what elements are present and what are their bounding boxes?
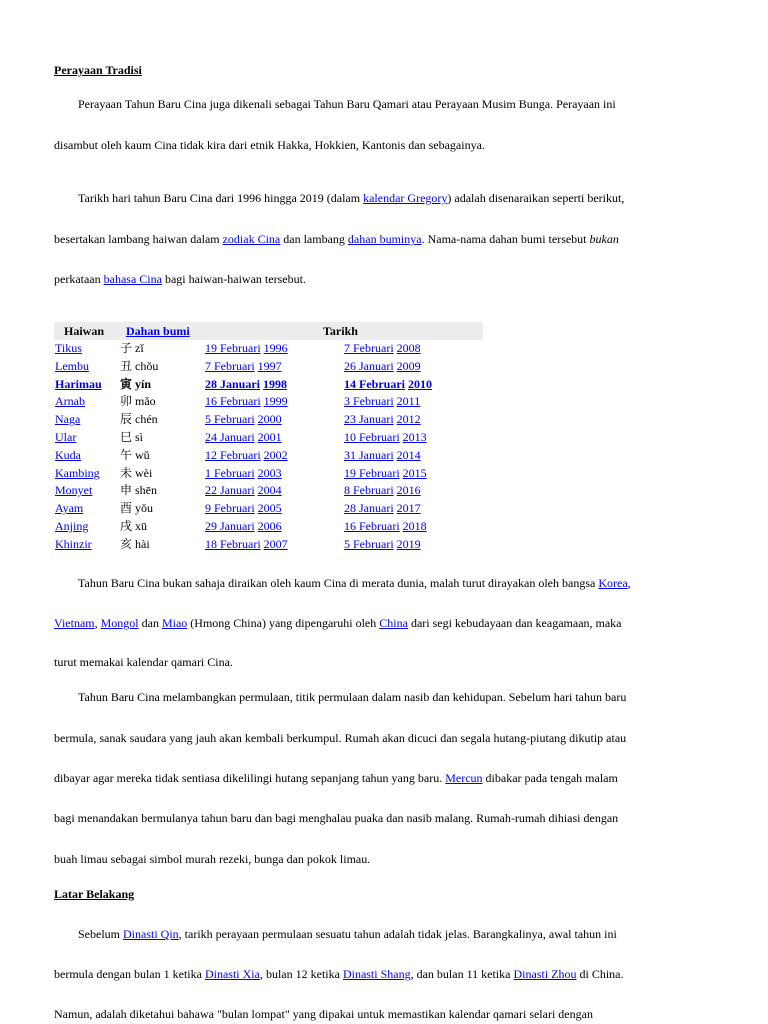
year-link[interactable]: 2009 xyxy=(396,358,421,373)
date-link[interactable]: 8 Februari xyxy=(344,483,394,498)
link-kalendar-gregory[interactable]: kalendar Gregory xyxy=(363,191,448,205)
date-link[interactable]: 1 Februari xyxy=(205,465,255,480)
text-segment: , xyxy=(627,576,631,590)
date-link[interactable]: 5 Februari xyxy=(344,536,394,551)
animal-link[interactable]: Kambing xyxy=(55,465,100,480)
earthly-branch: 卯 mǎo xyxy=(120,394,156,409)
paragraph-line: Tahun Baru Cina melambangkan permulaan, titik permulaan dalam nasib dan kehidupan. Sebelum hari tahun baru xyxy=(78,690,627,704)
text-segment: Sebelum xyxy=(78,927,123,941)
paragraph-line: bermula, sanak saudara yang jauh akan kembali berkumpul. Rumah akan dicuci dan segala hutang-piutang dikutip atau xyxy=(54,731,627,745)
table-row xyxy=(54,447,483,465)
year-link[interactable]: 2004 xyxy=(257,483,282,498)
date-2008-2019 xyxy=(344,536,421,554)
table-row xyxy=(54,358,483,376)
year-link[interactable]: 2005 xyxy=(257,501,282,516)
animal-link[interactable]: Kuda xyxy=(55,447,81,462)
heading-perayaan-tradisi: Perayaan Tradisi xyxy=(54,63,142,77)
link-mongol[interactable]: Mongol xyxy=(100,616,139,630)
text-segment: , tarikh perayaan permulaan sesuatu tahun adalah tidak jelas. Barangkalinya, awal tahun ini xyxy=(178,927,617,941)
earthly-branch: 午 wǔ xyxy=(120,447,150,462)
date-2008-2019 xyxy=(344,447,421,465)
link-dinasti-xia[interactable]: Dinasti Xia xyxy=(204,967,260,981)
animal-link[interactable]: Ayam xyxy=(55,501,84,516)
date-2008-2019 xyxy=(344,411,421,429)
paragraph-line xyxy=(54,771,618,786)
paragraph-line: disambut oleh kaum Cina tidak kira dari etnik Hakka, Hokkien, Kantonis dan sebagainya. xyxy=(54,138,485,152)
paragraph-line xyxy=(78,191,624,206)
date-link[interactable]: 12 Februari xyxy=(205,447,261,462)
year-link[interactable]: 2014 xyxy=(396,447,421,462)
date-1996-2007 xyxy=(205,465,282,483)
date-link[interactable]: 7 Februari xyxy=(205,358,255,373)
year-link[interactable]: 2007 xyxy=(263,536,288,551)
text-segment: di China. xyxy=(576,967,624,981)
date-1996-2007 xyxy=(205,447,288,465)
link-korea[interactable]: Korea xyxy=(598,576,628,590)
table-row xyxy=(54,340,483,358)
earthly-branch: 亥 hài xyxy=(120,536,150,551)
date-2008-2019 xyxy=(344,465,427,483)
table-row xyxy=(54,411,483,429)
date-link[interactable]: 23 Januari xyxy=(344,412,394,427)
earthly-branch: 巳 sì xyxy=(120,429,144,444)
link-dinasti-qin[interactable]: Dinasti Qin xyxy=(123,927,179,941)
date-link[interactable]: 22 Januari xyxy=(205,483,255,498)
date-1996-2007 xyxy=(205,376,287,394)
text-segment: besertakan lambang haiwan dalam xyxy=(54,232,223,246)
year-link[interactable]: 2016 xyxy=(396,483,421,498)
paragraph-line: turut memakai kalendar qamari Cina. xyxy=(54,655,233,669)
link-dahan-buminya[interactable]: dahan buminya xyxy=(347,232,422,246)
text-segment: (Hmong China) yang dipengaruhi oleh xyxy=(187,616,380,630)
date-link[interactable]: 26 Januari xyxy=(344,358,394,373)
animal-link[interactable]: Monyet xyxy=(55,483,93,498)
text-segment: bermula dengan bulan 1 ketika xyxy=(54,967,205,981)
animal-link[interactable]: Tikus xyxy=(55,341,82,355)
text-segment: dibayar agar mereka tidak sentiasa dikelilingi hutang sepanjang tahun yang baru. xyxy=(54,771,446,785)
paragraph-line xyxy=(54,232,619,247)
date-link[interactable]: 28 Januari xyxy=(205,376,261,391)
paragraph-line xyxy=(78,576,631,591)
date-link[interactable]: 5 Februari xyxy=(205,412,255,427)
heading-latar-belakang: Latar Belakang xyxy=(54,887,135,901)
table-row xyxy=(54,376,483,394)
year-link[interactable]: 2013 xyxy=(402,429,427,444)
header-haiwan: Haiwan xyxy=(64,324,105,338)
text-segment: dan xyxy=(138,616,162,630)
date-2008-2019 xyxy=(344,500,421,518)
date-1996-2007 xyxy=(205,411,282,429)
earthly-branch: 寅 yín xyxy=(120,376,152,391)
animal-link[interactable]: Khinzir xyxy=(55,536,92,551)
table-row xyxy=(54,393,483,411)
animal-link[interactable]: Ular xyxy=(55,429,77,444)
text-segment: dibakar pada tengah malam xyxy=(482,771,618,785)
paragraph-line xyxy=(54,616,622,631)
date-link[interactable]: 24 Januari xyxy=(205,429,255,444)
header-tarikh: Tarikh xyxy=(323,324,358,338)
year-link[interactable]: 1996 xyxy=(263,341,288,355)
paragraph-line: Perayaan Tahun Baru Cina juga dikenali sebagai Tahun Baru Qamari atau Perayaan Musim Bunga. Perayaan ini xyxy=(78,97,616,111)
header-dahan-bumi-link[interactable]: Dahan bumi xyxy=(126,324,190,338)
link-vietnam[interactable]: Vietnam xyxy=(54,616,95,630)
text-segment: Tarikh hari tahun Baru Cina dari 1996 hingga 2019 (dalam xyxy=(78,191,364,205)
table-row xyxy=(54,429,483,447)
year-link[interactable]: 2006 xyxy=(257,518,282,533)
link-miao[interactable]: Miao xyxy=(161,616,188,630)
animal-link[interactable]: Anjing xyxy=(55,518,89,533)
date-link[interactable]: 16 Februari xyxy=(344,518,400,533)
year-link[interactable]: 2003 xyxy=(257,465,282,480)
earthly-branch: 戌 xū xyxy=(120,518,148,533)
date-link[interactable]: 9 Februari xyxy=(205,501,255,516)
date-link[interactable]: 29 Januari xyxy=(205,518,255,533)
link-bahasa-cina[interactable]: bahasa Cina xyxy=(103,272,162,286)
table-row xyxy=(54,465,483,483)
year-link[interactable]: 1997 xyxy=(257,358,282,373)
date-1996-2007 xyxy=(205,340,288,358)
animal-link[interactable]: Arnab xyxy=(55,394,85,409)
table-row xyxy=(54,536,483,554)
date-link[interactable]: 14 Februari xyxy=(344,376,405,391)
date-link[interactable]: 19 Februari xyxy=(344,465,400,480)
date-2008-2019 xyxy=(344,340,421,358)
animal-link[interactable]: Harimau xyxy=(55,376,102,391)
paragraph-line xyxy=(54,967,623,982)
text-segment: dari segi kebudayaan dan keagamaan, maka xyxy=(407,616,622,630)
date-1996-2007 xyxy=(205,518,282,536)
date-link[interactable]: 18 Februari xyxy=(205,536,261,551)
earthly-branch: 子 zǐ xyxy=(120,341,144,355)
table-body xyxy=(54,340,483,554)
text-segment: ) adalah disenaraikan seperti berikut, xyxy=(447,191,625,205)
year-link[interactable]: 2000 xyxy=(257,412,282,427)
year-link[interactable]: 2002 xyxy=(263,447,288,462)
animal-link[interactable]: Lembu xyxy=(55,358,89,373)
date-2008-2019 xyxy=(344,429,427,447)
year-link[interactable]: 2018 xyxy=(402,518,427,533)
date-1996-2007 xyxy=(205,429,282,447)
date-2008-2019 xyxy=(344,518,427,536)
date-1996-2007 xyxy=(205,358,282,376)
date-link[interactable]: 10 Februari xyxy=(344,429,400,444)
paragraph-line: Namun, adalah diketahui bahawa "bulan lompat" yang dipakai untuk memastikan kalendar qamari selari dengan xyxy=(54,1007,593,1021)
text-segment: perkataan xyxy=(54,272,104,286)
year-link[interactable]: 2019 xyxy=(396,536,421,551)
paragraph-line: bagi menandakan bermulanya tahun baru dan bagi menghalau puaka dan nasib malang. Rumah-rumah dihiasi dengan xyxy=(54,811,619,825)
year-link[interactable]: 1998 xyxy=(263,376,288,391)
text-segment: , xyxy=(94,616,101,630)
year-link[interactable]: 2015 xyxy=(402,465,427,480)
table-row xyxy=(54,518,483,536)
text-segment: dan lambang xyxy=(280,232,348,246)
table-header-row xyxy=(54,322,483,340)
date-link[interactable]: 19 Februari xyxy=(205,341,261,355)
animal-link[interactable]: Naga xyxy=(55,412,81,427)
text-segment: . Nama-nama dahan bumi tersebut xyxy=(421,232,590,246)
date-link[interactable]: 28 Januari xyxy=(344,501,394,516)
new-year-table xyxy=(54,322,483,554)
year-link[interactable]: 2010 xyxy=(408,376,432,391)
date-1996-2007 xyxy=(205,536,288,554)
date-1996-2007 xyxy=(205,393,288,411)
date-2008-2019 xyxy=(344,376,432,394)
year-link[interactable]: 2001 xyxy=(257,429,282,444)
text-segment: , bulan 12 ketika xyxy=(259,967,343,981)
link-china[interactable]: China xyxy=(379,616,408,630)
year-link[interactable]: 2011 xyxy=(396,394,421,409)
paragraph-line: buah limau sebagai simbol murah rezeki, bunga dan pokok limau. xyxy=(54,852,371,866)
earthly-branch: 酉 yǒu xyxy=(120,501,154,516)
date-link[interactable]: 3 Februari xyxy=(344,394,394,409)
date-1996-2007 xyxy=(205,500,282,518)
text-segment: bagi haiwan-haiwan tersebut. xyxy=(161,272,306,286)
link-mercun[interactable]: Mercun xyxy=(445,771,483,785)
link-dinasti-zhou[interactable]: Dinasti Zhou xyxy=(513,967,577,981)
table-row xyxy=(54,500,483,518)
date-1996-2007 xyxy=(205,482,282,500)
date-link[interactable]: 7 Februari xyxy=(344,341,394,355)
link-zodiak-cina[interactable]: zodiak Cina xyxy=(222,232,281,246)
earthly-branch: 辰 chén xyxy=(120,412,158,427)
earthly-branch: 未 wèi xyxy=(120,465,153,480)
italic-bukan: bukan xyxy=(589,232,619,246)
year-link[interactable]: 2008 xyxy=(396,341,421,355)
earthly-branch: 丑 chǒu xyxy=(120,358,159,373)
table-row xyxy=(54,482,483,500)
paragraph-line xyxy=(78,927,617,942)
earthly-branch: 申 shēn xyxy=(120,483,157,498)
text-segment: , dan bulan 11 ketika xyxy=(410,967,514,981)
year-link[interactable]: 1999 xyxy=(263,394,288,409)
date-2008-2019 xyxy=(344,393,420,411)
date-2008-2019 xyxy=(344,482,421,500)
year-link[interactable]: 2017 xyxy=(396,501,421,516)
link-dinasti-shang[interactable]: Dinasti Shang xyxy=(342,967,411,981)
text-segment: Tahun Baru Cina bukan sahaja diraikan oleh kaum Cina di merata dunia, malah turut dirayakan oleh bangsa xyxy=(78,576,599,590)
date-link[interactable]: 16 Februari xyxy=(205,394,261,409)
date-link[interactable]: 31 Januari xyxy=(344,447,394,462)
date-2008-2019 xyxy=(344,358,421,376)
paragraph-line xyxy=(54,272,306,287)
year-link[interactable]: 2012 xyxy=(396,412,421,427)
